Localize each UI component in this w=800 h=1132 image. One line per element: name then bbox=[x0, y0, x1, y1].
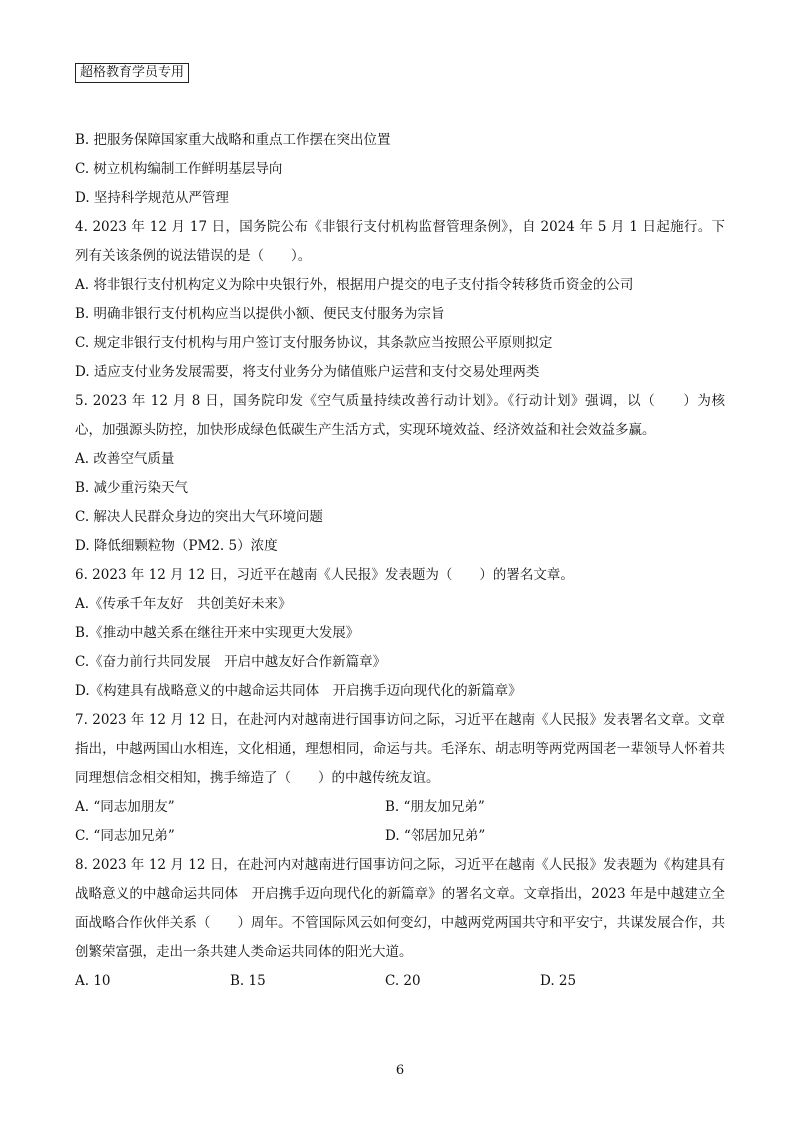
question-7-option-b: B. “朋友加兄弟” bbox=[385, 799, 485, 815]
question-8-options-row bbox=[75, 967, 725, 996]
page-number: 6 bbox=[395, 1063, 405, 1078]
header-tag: 超格教育学员专用 bbox=[75, 63, 189, 83]
question-5-option-a: A. 改善空气质量 bbox=[75, 451, 175, 467]
option-line: B. 把服务保障国家重大战略和重点工作摆在突出位置 bbox=[75, 132, 391, 148]
question-5-option-d: D. 降低细颗粒物（PM2. 5）浓度 bbox=[75, 538, 278, 554]
question-6-option-c: C.《奋力前行共同发展 开启中越友好合作新篇章》 bbox=[75, 654, 387, 670]
question-7-option-d: D. “邻居加兄弟” bbox=[385, 828, 486, 844]
option-line: C. 树立机构编制工作鲜明基层导向 bbox=[75, 161, 283, 177]
question-4-option-a: A. 将非银行支付机构定义为除中央银行外，根据用户提交的电子支付指令转移货币资金的公司 bbox=[75, 277, 634, 293]
question-5-option-b: B. 减少重污染天气 bbox=[75, 480, 189, 496]
question-7: 7. 2023 年 12 月 12 日，在赴河内对越南进行国事访问之际，习近平在越南《人民报》发表署名文章。文章指出，中越两国山水相连，文化相通，理想相同，命运与共。毛泽东、胡志明等两党两国老一辈领导人怀着共同理想信念相交相知，携手缔造了（ ）的中越传统友谊。 bbox=[75, 712, 725, 786]
question-7-options-row-1 bbox=[75, 793, 725, 822]
question-8-option-b: B. 15 bbox=[230, 973, 266, 989]
question-6-option-d: D.《构建具有战略意义的中越命运共同体 开启携手迈向现代化的新篇章》 bbox=[75, 683, 522, 699]
question-4-option-b: B. 明确非银行支付机构应当以提供小额、便民支付服务为宗旨 bbox=[75, 306, 445, 322]
question-6-option-a: A.《传承千年友好 共创美好未来》 bbox=[75, 596, 292, 612]
question-8-option-c: C. 20 bbox=[385, 973, 421, 989]
question-8: 8. 2023 年 12 月 12 日，在赴河内对越南进行国事访问之际，习近平在越南《人民报》发表题为《构建具有战略意义的中越命运共同体 开启携手迈向现代化的新篇章》的署名文章。文章指出，2023 年是中越建立全面战略合作伙伴关系（ ）周年。不管国际风云如何变幻，中越两党两国共守和平安宁，共谋发展合作，共创繁荣富强，走出一条共建人类命运共同体的阳光大道。 bbox=[75, 857, 725, 960]
question-4-option-d: D. 适应支付业务发展需要，将支付业务分为储值账户运营和支付交易处理两类 bbox=[75, 364, 540, 380]
question-5-option-c: C. 解决人民群众身边的突出大气环境问题 bbox=[75, 509, 323, 525]
question-6-option-b: B.《推动中越关系在继往开来中实现更大发展》 bbox=[75, 625, 360, 641]
question-7-option-c: C. “同志加兄弟” bbox=[75, 828, 175, 844]
question-8-option-a: A. 10 bbox=[75, 973, 111, 989]
question-8-option-d: D. 25 bbox=[540, 973, 577, 989]
question-4: 4. 2023 年 12 月 17 日，国务院公布《非银行支付机构监督管理条例》，自 2024 年 5 月 1 日起施行。下列有关该条例的说法错误的是（ ）。 bbox=[75, 219, 725, 264]
question-5: 5. 2023 年 12 月 8 日，国务院印发《空气质量持续改善行动计划》。《行动计划》强调，以（ ）为核心，加强源头防控，加快形成绿色低碳生产生活方式，实现环境效益、经济效益和社会效益多赢。 bbox=[75, 393, 725, 438]
page-content bbox=[75, 126, 725, 996]
option-line: D. 坚持科学规范从严管理 bbox=[75, 190, 229, 206]
question-4-option-c: C. 规定非银行支付机构与用户签订支付服务协议，其条款应当按照公平原则拟定 bbox=[75, 335, 553, 351]
question-7-options-row-2 bbox=[75, 822, 725, 851]
question-7-option-a: A. “同志加朋友” bbox=[75, 799, 175, 815]
question-6: 6. 2023 年 12 月 12 日，习近平在越南《人民报》发表题为（ ）的署名文章。 bbox=[75, 567, 574, 583]
